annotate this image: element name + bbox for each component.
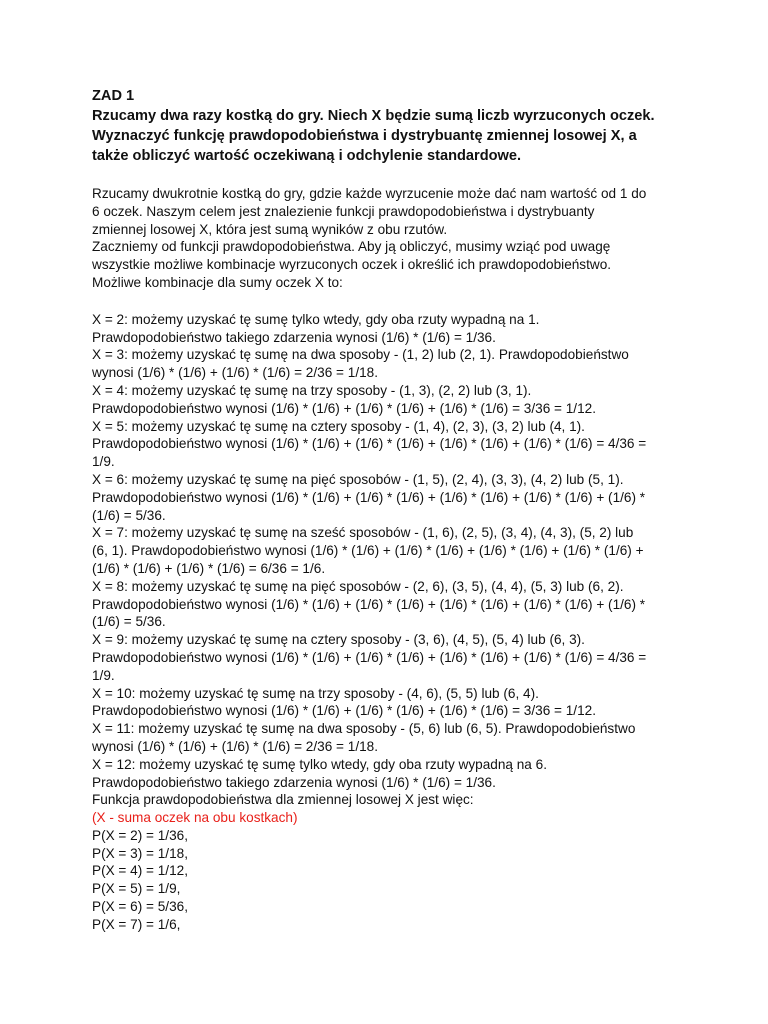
case-line: X = 11: możemy uzyskać tę sumę na dwa sposoby - (5, 6) lub (6, 5). Prawdopodobieństwo (92, 721, 636, 737)
document-page (92, 86, 682, 934)
case-line: (1/6) = 5/36. (92, 507, 166, 523)
intro-line: wszystkie możliwe kombinacje wyrzuconych oczek i określić ich prawdopodobieństwo. (92, 257, 612, 273)
intro-line: Możliwe kombinacje dla sumy oczek X to: (92, 274, 343, 290)
task-statement (92, 106, 682, 166)
case-line: X = 7: możemy uzyskać tę sumę na sześć sposobów - (1, 6), (2, 5), (3, 4), (4, 3), (5, 2) lub (92, 525, 634, 541)
pmf-line: P(X = 6) = 5/36, (92, 899, 188, 915)
intro-paragraph (92, 185, 682, 292)
case-line: Prawdopodobieństwo wynosi (1/6) * (1/6) + (1/6) * (1/6) + (1/6) * (1/6) = 3/36 = 1/12. (92, 703, 596, 719)
case-line: Prawdopodobieństwo wynosi (1/6) * (1/6) + (1/6) * (1/6) + (1/6) * (1/6) + (1/6) * (1/6) + (1/6) * (92, 596, 646, 612)
case-line: X = 3: możemy uzyskać tę sumę na dwa sposoby - (1, 2) lub (2, 1). Prawdopodobieństwo (92, 347, 629, 363)
intro-line: Rzucamy dwukrotnie kostką do gry, gdzie każde wyrzucenie może dać nam wartość od 1 do (92, 186, 647, 201)
case-line: (6, 1). Prawdopodobieństwo wynosi (1/6) * (1/6) + (1/6) * (1/6) + (1/6) * (1/6) + (1/6) * (1/6) + (92, 543, 644, 559)
case-line: X = 12: możemy uzyskać tę sumę tylko wtedy, gdy oba rzuty wypadną na 6. (92, 756, 547, 772)
case-line: Prawdopodobieństwo wynosi (1/6) * (1/6) + (1/6) * (1/6) + (1/6) * (1/6) + (1/6) * (1/6) + (1/6) * (92, 489, 646, 505)
pmf-line: P(X = 2) = 1/36, (92, 827, 188, 843)
intro-line: zmiennej losowej X, która jest sumą wyników z obu rzutów. (92, 221, 448, 237)
task-line: Rzucamy dwa razy kostką do gry. Niech X będzie sumą liczb wyrzuconych oczek. (92, 108, 655, 124)
case-line: X = 2: możemy uzyskać tę sumę tylko wtedy, gdy oba rzuty wypadną na 1. (92, 311, 540, 327)
case-line: 1/9. (92, 454, 115, 470)
case-line: Funkcja prawdopodobieństwa dla zmiennej losowej X jest więc: (92, 792, 474, 808)
case-line: X = 8: możemy uzyskać tę sumę na pięć sposobów - (2, 6), (3, 5), (4, 4), (5, 3) lub (6, 2). (92, 578, 624, 594)
pmf-line: P(X = 5) = 1/9, (92, 881, 181, 897)
case-line: (1/6) * (1/6) + (1/6) * (1/6) = 6/36 = 1/6. (92, 560, 326, 576)
case-line: (1/6) = 5/36. (92, 614, 166, 630)
pmf-line: P(X = 4) = 1/12, (92, 863, 188, 879)
case-line: Prawdopodobieństwo takiego zdarzenia wynosi (1/6) * (1/6) = 1/36. (92, 329, 496, 345)
case-line: Prawdopodobieństwo wynosi (1/6) * (1/6) + (1/6) * (1/6) + (1/6) * (1/6) = 3/36 = 1/12. (92, 400, 596, 416)
case-line: 1/9. (92, 667, 115, 683)
intro-line: Zaczniemy od funkcji prawdopodobieństwa. Aby ją obliczyć, musimy wziąć pod uwagę (92, 239, 611, 255)
intro-line: 6 oczek. Naszym celem jest znalezienie funkcji prawdopodobieństwa i dystrybuanty (92, 203, 595, 219)
task-line: Wyznaczyć funkcję prawdopodobieństwa i dystrybuantę zmiennej losowej X, a (92, 128, 637, 144)
case-line: X = 5: możemy uzyskać tę sumę na cztery sposoby - (1, 4), (2, 3), (3, 2) lub (4, 1). (92, 418, 585, 434)
task-title: ZAD 1 (92, 88, 135, 104)
pmf-line: P(X = 7) = 1/6, (92, 916, 181, 932)
case-line: X = 4: możemy uzyskać tę sumę na trzy sposoby - (1, 3), (2, 2) lub (3, 1). (92, 382, 532, 398)
pmf-line: P(X = 3) = 1/18, (92, 845, 188, 861)
case-line: X = 10: możemy uzyskać tę sumę na trzy sposoby - (4, 6), (5, 5) lub (6, 4). (92, 685, 539, 701)
case-line: X = 9: możemy uzyskać tę sumę na cztery sposoby - (3, 6), (4, 5), (5, 4) lub (6, 3). (92, 632, 585, 648)
case-line: X = 6: możemy uzyskać tę sumę na pięć sposobów - (1, 5), (2, 4), (3, 3), (4, 2) lub (5, 1). (92, 471, 624, 487)
case-line: wynosi (1/6) * (1/6) + (1/6) * (1/6) = 2/36 = 1/18. (92, 738, 378, 754)
task-line: także obliczyć wartość oczekiwaną i odchylenie standardowe. (92, 148, 522, 164)
case-line: Prawdopodobieństwo takiego zdarzenia wynosi (1/6) * (1/6) = 1/36. (92, 774, 496, 790)
cases-section (92, 311, 682, 934)
case-line: Prawdopodobieństwo wynosi (1/6) * (1/6) + (1/6) * (1/6) + (1/6) * (1/6) + (1/6) * (1/6) = 4/36 = (92, 649, 647, 665)
variable-note: (X - suma oczek na obu kostkach) (92, 810, 298, 826)
case-line: Prawdopodobieństwo wynosi (1/6) * (1/6) + (1/6) * (1/6) + (1/6) * (1/6) + (1/6) * (1/6) = 4/36 = (92, 436, 647, 452)
case-line: wynosi (1/6) * (1/6) + (1/6) * (1/6) = 2/36 = 1/18. (92, 365, 378, 381)
